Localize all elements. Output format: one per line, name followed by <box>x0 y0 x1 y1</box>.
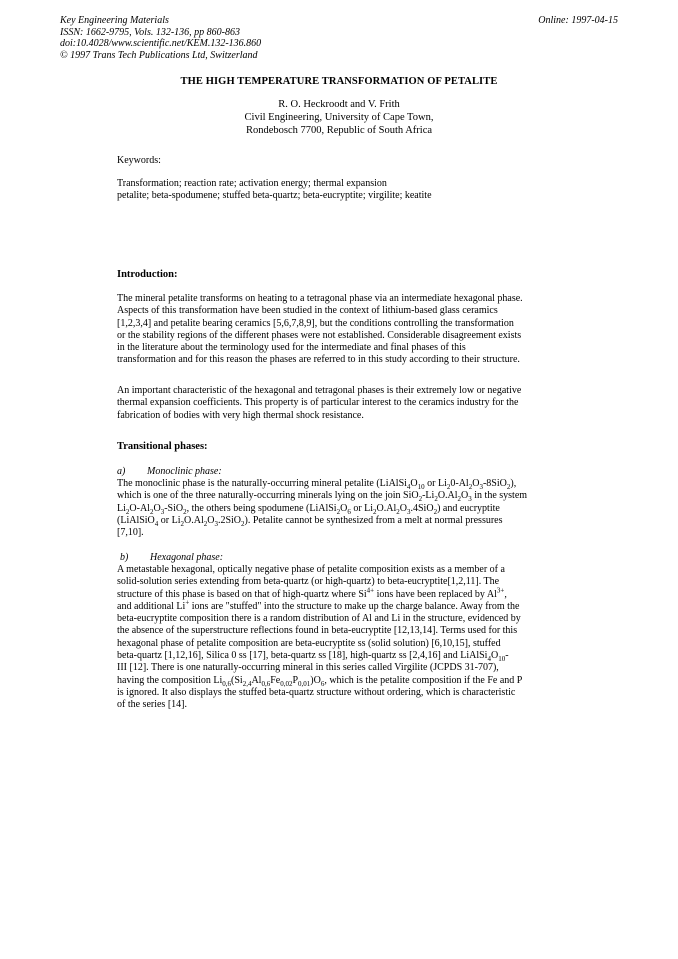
copyright-line: © 1997 Trans Tech Publications Ltd, Switzerland <box>60 49 258 61</box>
text-line: hexagonal phase of petalite composition are beta-eucryptite ss (solid solution) [6,10,15], stuffed <box>117 637 501 649</box>
text-line: or the stability regions of the different phases were not established. Considerable disagreement exists <box>117 329 522 341</box>
subsection-label: b) <box>120 552 129 563</box>
transitional-phases-heading: Transitional phases: <box>117 441 208 452</box>
text-line: thermal expansion coefficients. This property is of particular interest to the ceramics industry for the <box>117 397 519 409</box>
text-line: A metastable hexagonal, optically negative phase of petalite composition exists as a member of a <box>117 564 505 575</box>
text-line: is ignored. It also displays the stuffed beta-quartz structure without ordering, which is characteristic <box>117 686 516 698</box>
text-line: $Li_2O-Al_2O_3-SiO_2$, the others being spodumene ($LiAlSi_2O_6$ or $Li_2O.Al_2O_3.4SiO_2$) and eucryptite <box>117 502 500 516</box>
subsection-title: Hexagonal phase: <box>150 552 224 563</box>
introduction-heading: Introduction: <box>117 269 178 280</box>
subsection-title: Monoclinic phase: <box>147 466 222 477</box>
text-line: transformation and for this reason the phases are referred to in this study according to their structure. <box>117 354 520 366</box>
affiliation-line-2: Rondebosch 7700, Republic of South Africa <box>245 125 433 137</box>
text-line: fabrication of bodies with very high thermal shock resistance. <box>117 409 364 421</box>
doi-line: doi:10.4028/www.scientific.net/KEM.132-136.860 <box>60 38 262 50</box>
authors: R. O. Heckroodt and V. Frith <box>278 99 400 110</box>
hexagonal-subheading <box>120 552 223 563</box>
online-date: Online: 1997-04-15 <box>538 15 618 26</box>
text-line: which is one of the three naturally-occurring minerals lying on the join $SiO_2-Li_2O.Al_2O_3$ in the system <box>117 490 528 504</box>
text-line: [7,10]. <box>117 527 144 539</box>
text-line: [1,2,3,4] and petalite bearing ceramics [5,6,7,8,9], but the conditions controlling the transformation <box>117 317 514 329</box>
text-line: structure of this phase is based on that of high-quartz where $Si^{4+}$ ions have been replaced by $Al^{3+}$, <box>117 586 507 600</box>
hexagonal-paragraph <box>117 564 567 712</box>
text-line: The monoclinic phase is the naturally-occurring mineral petalite ($LiAlSi_4O_{10}$ or $Li_20-Al_2O_3-8SiO_2$), <box>117 478 517 491</box>
text-line: Aspects of this transformation have been studied in the context of lithium-based glass ceramics <box>117 305 498 317</box>
introduction-paragraph-1 <box>117 293 567 367</box>
text-line: of the series [14]. <box>117 699 187 711</box>
text-line: (LiAlSiO$_4$ or $Li_2O.Al_2O_3.2SiO_2$). Petalite cannot be synthesized from a melt at normal pressures <box>117 514 503 528</box>
affiliation-line-1: Civil Engineering, University of Cape Town, <box>244 112 434 124</box>
text-line: in the literature about the terminology used for the intermediate and final phases of this <box>117 342 466 354</box>
journal-header <box>60 15 261 61</box>
text-line: and additional Li+ ions are "stuffed" into the structure to make up the charge balance. Away from the <box>117 598 520 612</box>
journal-name: Key Engineering Materials <box>60 15 169 26</box>
text-line: beta-eucryptite composition there is a random distribution of Al and Li in the structure, evidenced by <box>117 613 521 625</box>
issn-line: ISSN: 1662-9795, Vols. 132-136, pp 860-863 <box>60 26 240 38</box>
paper-title: THE HIGH TEMPERATURE TRANSFORMATION OF PETALITE <box>180 76 498 87</box>
monoclinic-paragraph <box>117 478 567 539</box>
text-line: An important characteristic of the hexagonal and tetragonal phases is their extremely low or negative <box>117 385 522 396</box>
text-line: having the composition $Li_{0,6}(Si_{2,4}Al_{0,6}Fe_{0,02}P_{0,01})O_6$, which is the petalite composition if the Fe and P <box>117 674 523 688</box>
text-line: solid-solution series extending from beta-quartz (or high-quartz) to beta-eucryptite[1,2,11]. The <box>117 576 500 588</box>
keywords-line-2: petalite; beta-spodumene; stuffed beta-quartz; beta-eucryptite; virgilite; keatite <box>117 190 432 202</box>
keywords-list <box>117 178 563 202</box>
author-block <box>0 98 678 138</box>
subsection-label: a) <box>117 466 126 477</box>
text-line: the absence of the superstructure reflections found in beta-eucryptite [12,13,14]. Terms used for this <box>117 625 518 637</box>
text-line: III [12]. There is one naturally-occurring mineral in this series called Virgilite (JCPDS 31-707), <box>117 662 499 674</box>
text-line: The mineral petalite transforms on heating to a tetragonal phase via an intermediate hexagonal phase. <box>117 293 523 304</box>
keywords-line-1: Transformation; reaction rate; activation energy; thermal expansion <box>117 178 387 189</box>
text-line: beta-quartz [1,12,16], Silica 0 ss [17], beta-quartz ss [18], high-quartz ss [2,4,16] and $LiAlSi_4O_{10}-$ <box>117 650 509 664</box>
monoclinic-subheading <box>117 466 222 477</box>
keywords-label: Keywords: <box>117 155 161 166</box>
introduction-paragraph-2 <box>117 385 567 422</box>
